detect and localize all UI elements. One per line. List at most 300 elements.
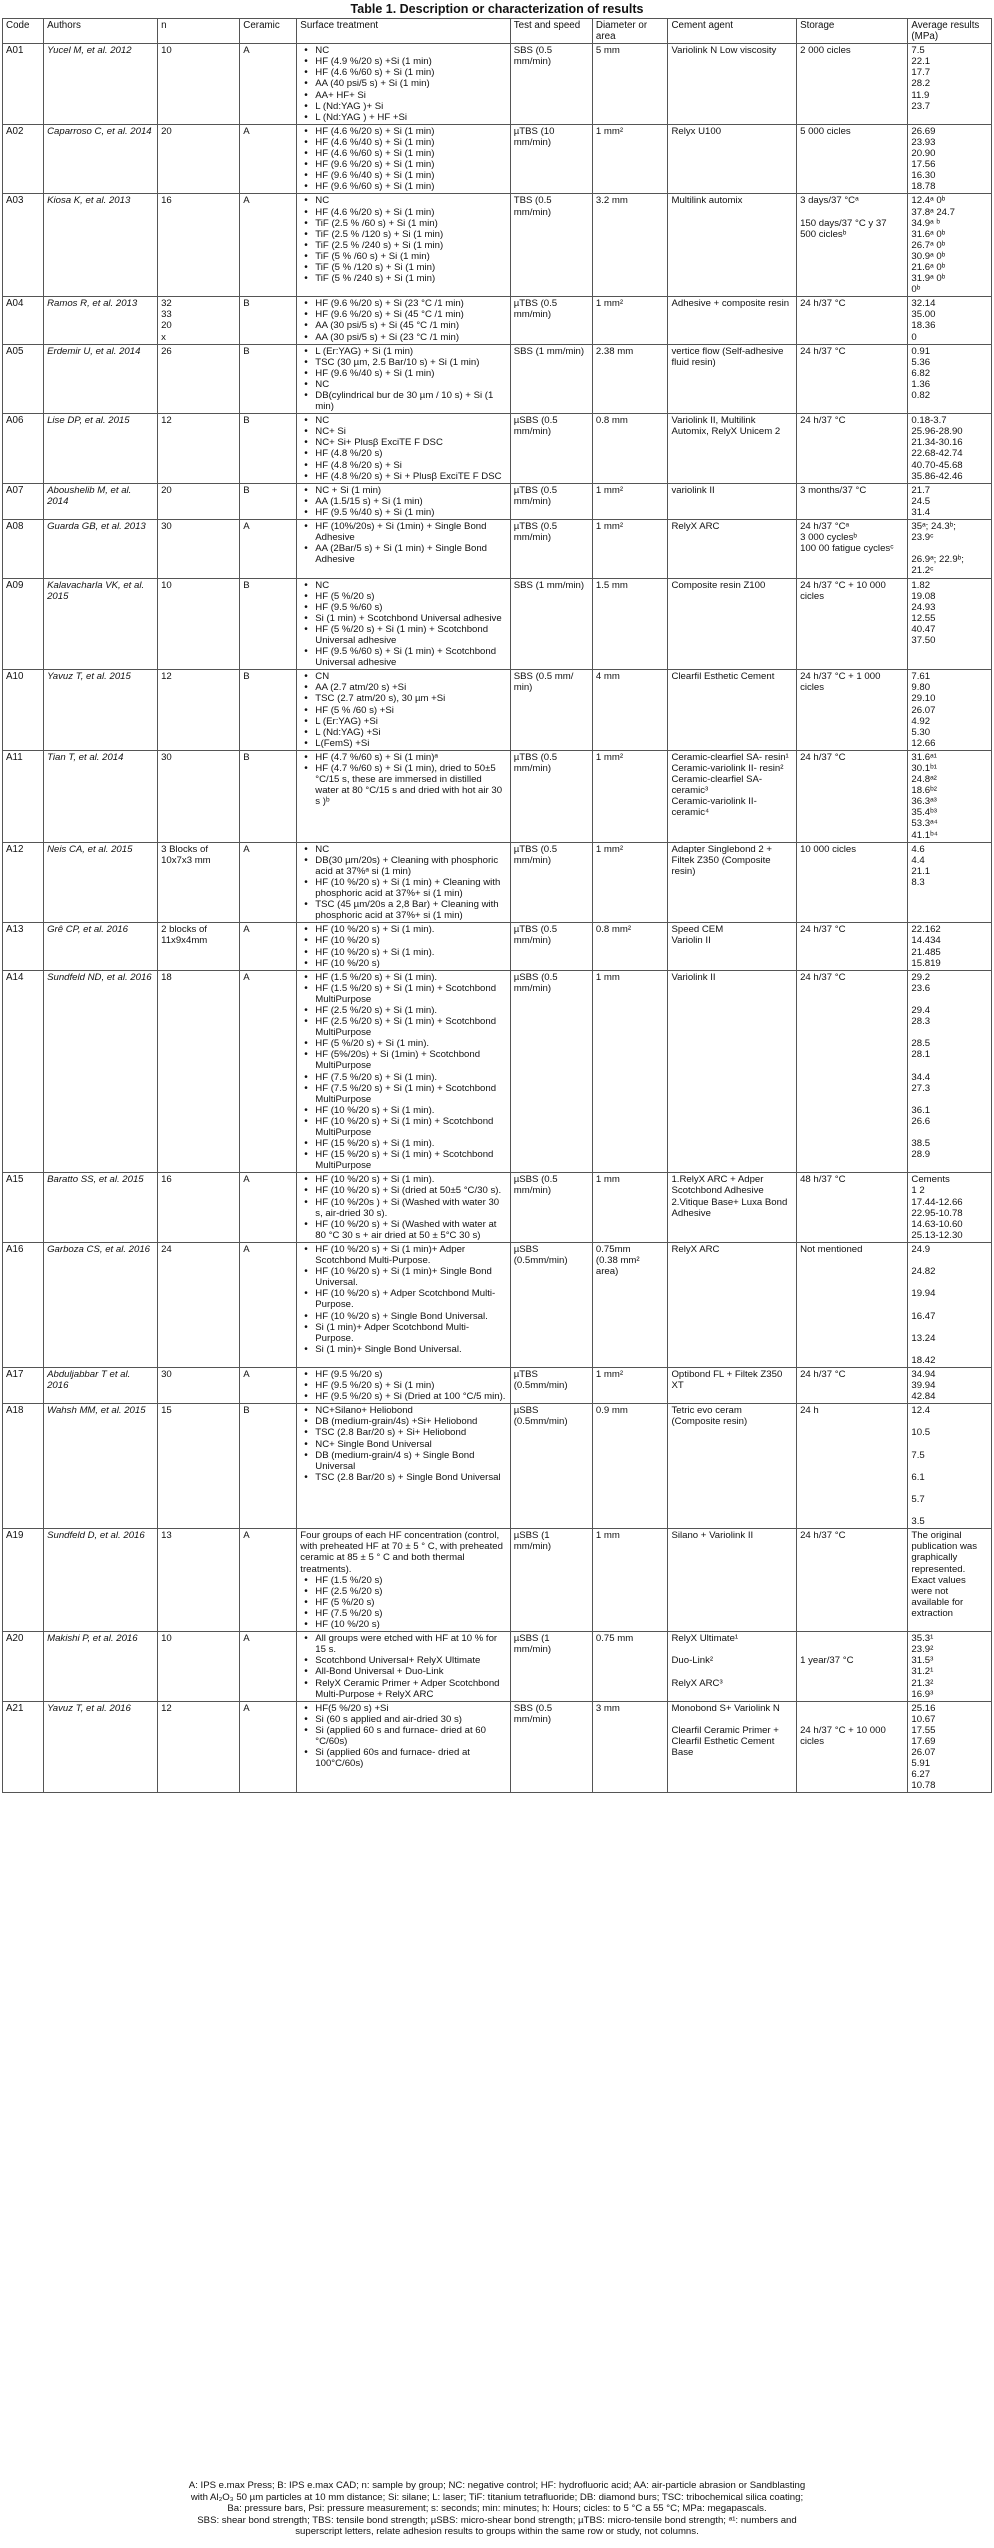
treatment-item: • HF (10 %/20 s) + Si (1 min) + Cleaning with phosphoric acid at 37%+ si (1 min) [315, 877, 506, 899]
treatment-item: • HF (2.5 %/20 s) [315, 1586, 506, 1597]
treatment-item: • All-Bond Universal + Duo-Link [315, 1666, 506, 1677]
cell-n: 15 [158, 1404, 240, 1529]
cell-storage: 24 h/37 °C + 1 000 cicles [797, 670, 908, 751]
cell-surface-treatment [297, 1173, 510, 1243]
treatment-item: • HF (4.8 %/20 s) [315, 448, 506, 459]
treatment-list [300, 1174, 506, 1241]
cell-surface-treatment [297, 1529, 510, 1632]
cell-test-speed: SBS (0.5 mm/min) [510, 44, 592, 125]
cell-storage [797, 1632, 908, 1702]
treatment-item: • HF (10 %/20 s) + Single Bond Universal. [315, 1311, 506, 1322]
cell-surface-treatment [297, 44, 510, 125]
result-value: 23.7 [911, 100, 931, 112]
storage-line: 1 year/37 °C [800, 1655, 854, 1667]
cell-diameter: 1 mm² [592, 297, 668, 344]
result-value [911, 1299, 988, 1310]
treatment-item: • HF (15 %/20 s) + Si (1 min) + Scotchbond MultiPurpose [315, 1149, 506, 1171]
table-row [3, 670, 992, 751]
author-name: Grê CP, et al. 2016 [47, 924, 128, 936]
cell-cement: Optibond FL + Filtek Z350 XT [668, 1367, 797, 1403]
result-value: 28.3 [911, 1016, 931, 1028]
table-row [3, 414, 992, 484]
author-name: Wahsh MM, et al. 2015 [47, 1405, 146, 1417]
cell-results [908, 297, 992, 344]
result-value: 26.6 [911, 1115, 931, 1127]
treatment-item: • HF (5 % /60 s) +Si [315, 705, 506, 716]
cell-code: A17 [3, 1367, 44, 1403]
cell-code: A02 [3, 124, 44, 194]
author-name: Garboza CS, et al. 2016 [47, 1243, 151, 1255]
footnote-line: A: IPS e.max Press; B: IPS e.max CAD; n: sample by group; NC: negative control; HF: hydrofluoric acid; AA: air-particle abrasion or Sandblasting [188, 2480, 806, 2491]
cell-cement: variolink II [668, 483, 797, 519]
result-value: 36.3ᵃ³ [911, 796, 937, 808]
cell-test-speed: µSBS (0.5mm/min) [510, 1404, 592, 1529]
treatment-list [300, 580, 506, 669]
cell-authors [44, 1404, 158, 1529]
treatment-item: • NC+ Si [315, 426, 506, 437]
cell-storage: 24 h/37 °C [797, 1529, 908, 1632]
result-value: 24.82 [911, 1266, 936, 1278]
cell-authors [44, 483, 158, 519]
cell-cement [668, 923, 797, 970]
treatment-item: • HF (1.5 %/20 s) [315, 1575, 506, 1586]
cell-code: A21 [3, 1701, 44, 1793]
treatment-item: • Scotchbond Universal+ RelyX Ultimate [315, 1655, 506, 1666]
treatment-list [300, 1369, 506, 1402]
cell-n: 20 [158, 124, 240, 194]
cell-n: 26 [158, 344, 240, 414]
result-value: 17.55 [911, 1724, 936, 1736]
cell-storage: 24 h/37 °C [797, 344, 908, 414]
treatment-item: • HF (4.9 %/20 s) +Si (1 min) [315, 56, 506, 67]
cell-results [908, 1242, 992, 1367]
cell-n: 10 [158, 578, 240, 670]
cell-diameter: 3.2 mm [592, 194, 668, 297]
cell-surface-treatment [297, 1404, 510, 1529]
treatment-item: • DB(cylindrical bur de 30 µm / 10 s) + Si (1 min) [315, 390, 506, 412]
cell-ceramic: A [240, 1529, 297, 1632]
result-value: 32.14 [911, 298, 936, 310]
cell-test-speed: µSBS (0.5 mm/min) [510, 414, 592, 484]
cell-results [908, 1632, 992, 1702]
cell-storage: 24 h/37 °C [797, 297, 908, 344]
cell-code: A18 [3, 1404, 44, 1529]
n-line: 20 [161, 320, 172, 332]
cell-cement [668, 750, 797, 842]
cell-diameter: 1 mm² [592, 1367, 668, 1403]
author-name: Kalavacharla VK, et al. 2015 [47, 579, 145, 602]
cell-surface-treatment [297, 970, 510, 1173]
cell-ceramic: A [240, 842, 297, 923]
cell-cement: vertice flow (Self-adhesive fluid resin) [668, 344, 797, 414]
result-value [911, 1060, 988, 1071]
result-value: 31.9ᵃ 0ᵇ [911, 273, 946, 285]
treatment-item: • NC [315, 415, 506, 426]
footnote-line: Ba: pressure bars, Psi: pressure measurement; s: seconds; min: minutes; h: Hours; cicles: to 5 °C a 55 °C; MPa: megapascals. [227, 2503, 767, 2515]
result-value [911, 1255, 988, 1266]
cell-storage [797, 194, 908, 297]
table-row [3, 124, 992, 194]
treatment-item: • HF (9.6 %/20 s) + Si (1 min) [315, 159, 506, 170]
cell-results [908, 1701, 992, 1793]
treatment-list [300, 972, 506, 1172]
result-value: 27.3 [911, 1082, 931, 1094]
cell-authors [44, 124, 158, 194]
result-value: 26.69 [911, 125, 936, 137]
cell-ceramic: B [240, 750, 297, 842]
result-value: 4.4 [911, 854, 925, 866]
result-value: 4.92 [911, 715, 931, 727]
table-body [3, 44, 992, 1793]
result-value: 0.82 [911, 390, 931, 401]
treatment-item: • HF (7.5 %/20 s) + Si (1 min) + Scotchbond MultiPurpose [315, 1083, 506, 1105]
author-name: Lise DP, et al. 2015 [47, 415, 130, 427]
cell-cement [668, 1173, 797, 1243]
result-value: 11.9 [911, 89, 930, 101]
cell-authors [44, 578, 158, 670]
result-value: 21.2ᶜ [911, 565, 934, 577]
storage-line: 150 days/37 °C y 37 500 ciclesᵇ [800, 217, 887, 240]
cell-results [908, 578, 992, 670]
result-value: 24.5 [911, 495, 931, 507]
table-row [3, 1242, 992, 1367]
cell-n [158, 297, 240, 344]
cement-line: 2.Vitique Base+ Luxa Bond Adhesive [671, 1196, 788, 1219]
cell-cement: Tetric evo ceram (Composite resin) [668, 1404, 797, 1529]
treatment-item: • HF (9.6 %/60 s) + Si (1 min) [315, 181, 506, 192]
cell-storage [797, 1701, 908, 1793]
treatment-item: • NC [315, 379, 506, 390]
result-value: 7.61 [911, 671, 931, 683]
table-row [3, 1367, 992, 1403]
result-value: 37.8ᵃ 24.7 [911, 206, 956, 218]
cell-code: A04 [3, 297, 44, 344]
result-value: 10.5 [911, 1427, 931, 1439]
result-value: 23.9² [911, 1644, 934, 1656]
cement-line: Ceramic-clearfiel SA- resin¹ [671, 751, 789, 763]
cell-storage: 24 h/37 °C [797, 414, 908, 484]
result-value: 10.78 [911, 1780, 936, 1792]
result-value [911, 1439, 988, 1450]
cell-test-speed: µTBS (0.5 mm/min) [510, 750, 592, 842]
cell-results [908, 44, 992, 125]
storage-line [800, 1633, 904, 1644]
cell-storage: 3 months/37 °C [797, 483, 908, 519]
treatment-item: • HF (10 %/20 s) [315, 1619, 506, 1630]
treatment-item: • HF (5 %/20 s) [315, 591, 506, 602]
cell-test-speed: µTBS (0.5 mm/min) [510, 842, 592, 923]
cell-cement: Adapter Singlebond 2 + Filtek Z350 (Composite resin) [668, 842, 797, 923]
cell-test-speed: SBS (0.5 mm/min) [510, 1701, 592, 1793]
treatment-item: • L(FemS) +Si [315, 738, 506, 749]
result-value: 18.6ᵇ² [911, 785, 937, 797]
result-value: 5.30 [911, 726, 931, 738]
cell-authors [44, 750, 158, 842]
treatment-item: • L (Er:YAG) + Si (1 min) [315, 346, 506, 357]
treatment-list [300, 521, 506, 565]
cell-test-speed: µTBS (0.5mm/min) [510, 1367, 592, 1403]
cell-diameter: 1 mm [592, 1529, 668, 1632]
result-value: 29.10 [911, 693, 936, 705]
result-value: 22.68-42.74 [911, 448, 963, 460]
cell-test-speed: µSBS (0.5mm/min) [510, 1242, 592, 1367]
treatment-item: • AA (40 psi/5 s) + Si (1 min) [315, 78, 506, 89]
treatment-item: • HF (4.6 %/60 s) + Si (1 min) [315, 67, 506, 78]
treatment-item: • AA (2.7 atm/20 s) +Si [315, 682, 506, 693]
treatment-item: • L (Nd:YAG )+ Si [315, 101, 506, 112]
cement-line: RelyX Ultimate¹ [671, 1633, 739, 1645]
result-value: 4.6 [911, 843, 925, 855]
result-value: 0ᵇ [911, 284, 921, 296]
result-value: Cements [911, 1174, 950, 1186]
result-value: 21.485 [911, 946, 941, 958]
cell-surface-treatment [297, 1242, 510, 1367]
cell-n: 30 [158, 750, 240, 842]
cell-ceramic: A [240, 1701, 297, 1793]
author-name: Kiosa K, et al. 2013 [47, 195, 131, 207]
table-row [3, 1529, 992, 1632]
cement-line: Ceramic-variolink II- ceramic⁴ [671, 796, 757, 819]
treatment-item: • HF (4.6 %/60 s) + Si (1 min) [315, 148, 506, 159]
header-test-speed: Test and speed [510, 19, 592, 44]
cell-storage: 24 h/37 °C [797, 923, 908, 970]
cell-code: A20 [3, 1632, 44, 1702]
cell-results [908, 1367, 992, 1403]
result-value: 37.50 [911, 634, 936, 646]
cell-surface-treatment [297, 344, 510, 414]
treatment-item: • HF (5%/20s) + Si (1min) + Scotchbond MultiPurpose [315, 1049, 506, 1071]
cell-authors [44, 1242, 158, 1367]
cell-cement: Relyx U100 [668, 124, 797, 194]
cell-authors [44, 670, 158, 751]
result-value: 28.5 [911, 1038, 931, 1050]
cell-results [908, 194, 992, 297]
treatment-item: • Si (applied 60 s and furnace- dried at 60 °C/60s) [315, 1725, 506, 1747]
footnote-line: with Al₂O₃ 50 µm particles at 10 mm distance; Si: silane; L: laser; TiF: titanium tetrafluoride; DB: diamond burs; TSC: tribochemical silica coating; [190, 2491, 804, 2503]
result-value: 25.96-28.90 [911, 426, 963, 438]
treatment-list [300, 298, 506, 342]
footnote-line: superscript letters, relate adhesion results to groups within the same row or study, not columns. [295, 2526, 699, 2538]
treatment-item: • Si (1 min)+ Adper Scotchbond Multi-Purpose. [315, 1322, 506, 1344]
result-value: 21.3² [911, 1677, 934, 1689]
table-row [3, 1701, 992, 1793]
cell-surface-treatment [297, 578, 510, 670]
cell-diameter: 0.75 mm [592, 1632, 668, 1702]
treatment-item: • HF (10 %/20 s) + Adper Scotchbond Multi-Purpose. [315, 1288, 506, 1310]
cell-ceramic: B [240, 670, 297, 751]
header-storage: Storage [797, 19, 908, 44]
result-value: 35.00 [911, 309, 936, 321]
cement-line: Variolin II [671, 935, 711, 947]
cell-authors [44, 1173, 158, 1243]
author-name: Sundfeld D, et al. 2016 [47, 1530, 145, 1542]
result-value: 24.93 [911, 601, 936, 613]
cell-n: 16 [158, 194, 240, 297]
treatment-item: • TSC (45 µm/20s a 2,8 Bar) + Cleaning with phosphoric acid at 37%+ si (1 min) [315, 899, 506, 921]
table-row [3, 750, 992, 842]
treatment-item: • NC+ Single Bond Universal [315, 1439, 506, 1450]
treatment-item: • HF(5 %/20 s) +Si [315, 1703, 506, 1714]
result-value: 26.7ᵃ 0ᵇ [911, 239, 946, 251]
result-value: 30.9ᵃ 0ᵇ [911, 250, 946, 262]
cell-n: 12 [158, 1701, 240, 1793]
cell-test-speed: µTBS (0.5 mm/min) [510, 923, 592, 970]
cell-code: A19 [3, 1529, 44, 1632]
cell-cement: Variolink II, Multilink Automix, RelyX Unicem 2 [668, 414, 797, 484]
cell-authors [44, 1632, 158, 1702]
result-value [911, 1277, 988, 1288]
result-value: 29.2 [911, 971, 931, 983]
cell-authors [44, 44, 158, 125]
cell-diameter: 1 mm [592, 1173, 668, 1243]
result-value: 12.4ᵃ 0ᵇ [911, 195, 946, 207]
result-value: 23.93 [911, 136, 936, 148]
table-row [3, 923, 992, 970]
author-name: Makishi P, et al. 2016 [47, 1633, 138, 1645]
cell-n: 24 [158, 1242, 240, 1367]
treatment-item: • NC [315, 195, 506, 206]
treatment-item: • Si (1 min) + Scotchbond Universal adhesive [315, 613, 506, 624]
cell-n: 12 [158, 414, 240, 484]
result-value: 6.1 [911, 1471, 925, 1483]
storage-line: 3 days/37 °Cᵃ [800, 195, 859, 207]
cell-storage: 10 000 cicles [797, 842, 908, 923]
author-name: Aboushelib M, et al. 2014 [47, 484, 132, 507]
header-cement-agent: Cement agent [668, 19, 797, 44]
cement-line: Monobond S+ Variolink N [671, 1702, 780, 1714]
treatment-item: • L (Nd:YAG) +Si [315, 727, 506, 738]
result-value: 16.47 [911, 1310, 936, 1322]
result-value: 35.3¹ [911, 1633, 934, 1645]
result-value: 18.42 [911, 1354, 936, 1366]
cell-test-speed: µSBS (1 mm/min) [510, 1632, 592, 1702]
treatment-item: • TiF (2.5 % /60 s) + Si (1 min) [315, 218, 506, 229]
author-name: Sundfeld ND, et al. 2016 [47, 971, 152, 983]
cell-n: 13 [158, 1529, 240, 1632]
treatment-item: • HF (1.5 %/20 s) + Si (1 min). [315, 972, 506, 983]
result-value: 0 [911, 331, 917, 343]
treatment-item: • DB (medium-grain/4 s) + Single Bond Universal [315, 1450, 506, 1472]
result-value: 31.6ᵃ¹ [911, 751, 937, 763]
treatment-item: • HF (7.5 %/20 s) [315, 1608, 506, 1619]
treatment-item: • TiF (5 % /120 s) + Si (1 min) [315, 262, 506, 273]
result-value: 13.24 [911, 1332, 936, 1344]
cell-n: 18 [158, 970, 240, 1173]
result-value: 35.4ᵇ³ [911, 807, 937, 819]
result-value [911, 1027, 988, 1038]
treatment-item: • HF (10 %/20 s) + Si (1 min). [315, 947, 506, 958]
result-value: 23.9ᶜ [911, 532, 934, 544]
result-value: 21.6ᵃ 0ᵇ [911, 261, 946, 273]
cell-storage: 24 h/37 °C [797, 1367, 908, 1403]
result-value: 26.07 [911, 1747, 936, 1759]
cell-surface-treatment [297, 842, 510, 923]
table-row [3, 483, 992, 519]
treatment-list [300, 1575, 506, 1630]
result-value: 17.56 [911, 159, 936, 171]
treatment-list [300, 924, 506, 968]
treatment-item: • All groups were etched with HF at 10 % for 15 s. [315, 1633, 506, 1655]
result-value [911, 1483, 988, 1494]
treatment-item: • HF (1.5 %/20 s) + Si (1 min) + Scotchbond MultiPurpose [315, 983, 506, 1005]
n-line: x [161, 331, 166, 343]
cell-storage: 2 000 cicles [797, 44, 908, 125]
treatment-item: • HF (5 %/20 s) [315, 1597, 506, 1608]
result-value [911, 543, 988, 554]
result-value: 6.82 [911, 367, 931, 379]
result-value: The original publication was graphically represented. Exact values were not available for extraction [911, 1530, 978, 1619]
author-name: Abduljabbar T et al. 2016 [47, 1368, 131, 1392]
cell-code: A12 [3, 842, 44, 923]
cell-ceramic: B [240, 578, 297, 670]
result-value: 24.9 [911, 1243, 931, 1255]
cell-test-speed: SBS (1 mm/min) [510, 344, 592, 414]
header-surface-treatment: Surface treatment [297, 19, 510, 44]
cell-storage: 48 h/37 °C [797, 1173, 908, 1243]
treatment-item: • HF (9.5 %/20 s) + Si (Dried at 100 °C/5 min). [315, 1391, 506, 1402]
treatment-item: • TiF (5 % /240 s) + Si (1 min) [315, 273, 506, 284]
cell-cement: Variolink II [668, 970, 797, 1173]
table-title: Table 1. Description or characterization of results [350, 2, 644, 16]
cell-cement: RelyX ARC [668, 520, 797, 578]
result-value: 18.78 [911, 181, 936, 193]
treatment-item: • HF (5 %/20 s) + Si (1 min) + Scotchbond Universal adhesive [315, 624, 506, 646]
cell-n: 2 blocks of 11x9x4mm [158, 923, 240, 970]
treatment-item: • L (Er:YAG) +Si [315, 716, 506, 727]
result-value: 12.55 [911, 612, 936, 624]
cell-code: A16 [3, 1242, 44, 1367]
result-value: 20.90 [911, 148, 936, 160]
cell-surface-treatment [297, 1701, 510, 1793]
treatment-item: • HF (10 %/20 s) + Si (1 min). [315, 1174, 506, 1185]
table-row [3, 578, 992, 670]
result-value: 19.08 [911, 590, 936, 602]
cell-surface-treatment [297, 923, 510, 970]
result-value: 25.16 [911, 1702, 936, 1714]
cell-results [908, 483, 992, 519]
result-value: 40.47 [911, 623, 936, 635]
treatment-item: • HF (9.5 %/20 s) [315, 1369, 506, 1380]
cell-code: A13 [3, 923, 44, 970]
storage-line: 100 00 fatigue cyclesᶜ [800, 543, 894, 555]
cell-storage: 24 h [797, 1404, 908, 1529]
cell-code: A09 [3, 578, 44, 670]
cell-surface-treatment [297, 520, 510, 578]
cell-diameter: 4 mm [592, 670, 668, 751]
author-name: Tian T, et al. 2014 [47, 751, 124, 763]
treatment-item: • HF (9.5 %/60 s) + Si (1 min) + Scotchbond Universal adhesive [315, 646, 506, 668]
cell-ceramic: B [240, 297, 297, 344]
cell-ceramic: B [240, 414, 297, 484]
result-value [911, 1461, 988, 1472]
result-value: 17.7 [911, 67, 931, 79]
treatment-list [300, 752, 506, 807]
storage-line: 24 h/37 °Cᵃ [800, 521, 850, 533]
cell-surface-treatment [297, 1632, 510, 1702]
header-n: n [158, 19, 240, 44]
cell-surface-treatment [297, 414, 510, 484]
cell-ceramic: A [240, 194, 297, 297]
author-name: Guarda GB, et al. 2013 [47, 521, 146, 533]
table-row [3, 297, 992, 344]
author-name: Yavuz T, et al. 2016 [47, 1702, 131, 1714]
cell-results [908, 970, 992, 1173]
result-value: 34.4 [911, 1071, 931, 1083]
treatment-list [300, 1405, 506, 1483]
result-value: 35.86-42.46 [911, 470, 963, 482]
cell-diameter: 0.8 mm [592, 414, 668, 484]
treatment-item: • NC+ Si+ Plusβ ExciTE F DSC [315, 437, 506, 448]
